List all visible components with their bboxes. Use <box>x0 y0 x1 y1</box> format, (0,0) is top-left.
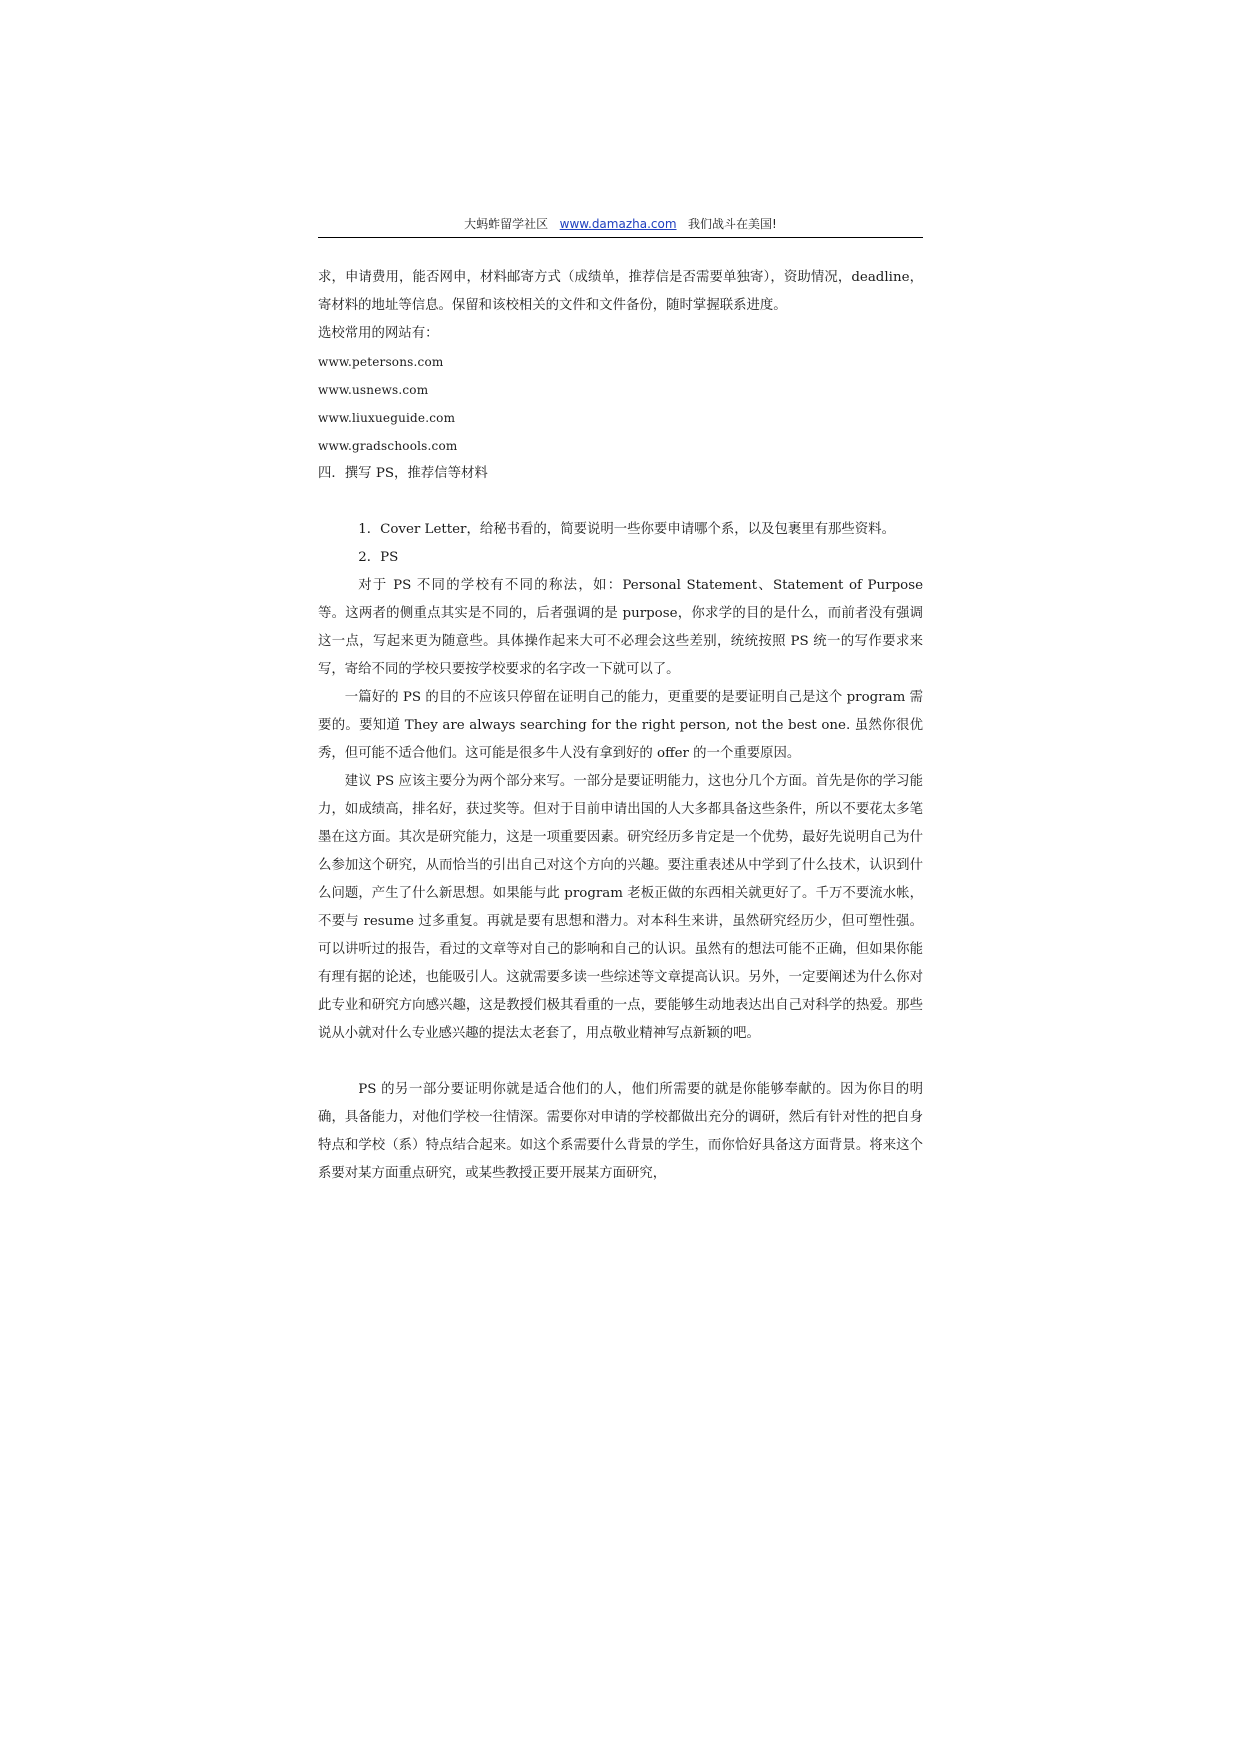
list-item-cover-letter: 1．Cover Letter，给秘书看的，简要说明一些你要申请哪个系，以及包裹里有那些资料。 <box>358 522 895 537</box>
paragraph-ps-structure: 建议 PS 应该主要分为两个部分来写。一部分是要证明能力，这也分几个方面。首先是你的学习能力，如成绩高，排名好，获过奖等。但对于目前申请出国的人大多都具备这些条件，所以不要花太多笔墨在这方面。其次是研究能力，这是一项重要因素。研究经历多肯定是一个优势，最好先说明自己为什么参加这个研究，从而恰当的引出自己对这个方向的兴趣。要注重表述从中学到了什么技术，认识到什么问题，产生了什么新思想。如果能与此 program 老板正做的东西相关就更好了。千万不要流水帐，不要与 resume 过多重复。再就是要有思想和潜力。对本科生来讲，虽然研究经历少，但可塑性强。可以讲听过的报告，看过的文章等对自己的影响和自己的认识。虽然有的想法可能不正确，但如果你能有理有据的论述，也能吸引人。这就需要多读一些综述等文章提高认识。另外，一定要阐述为什么你对此专业和研究方向感兴趣，这是教授们极其看重的一点，要能够生动地表达出自己对科学的热爱。那些说从小就对什么专业感兴趣的提法太老套了，用点敬业精神写点新颖的吧。 <box>318 774 923 1041</box>
sites-label: 选校常用的网站有： <box>318 326 439 341</box>
intro-paragraph: 求，申请费用，能否网申，材料邮寄方式（成绩单，推荐信是否需要单独寄），资助情况，deadline，寄材料的地址等信息。保留和该校相关的文件和文件备份，随时掌握联系进度。 <box>318 270 923 313</box>
header-slogan: 我们战斗在美国! <box>688 217 777 231</box>
paragraph-ps-names: 对于 PS 不同的学校有不同的称法，如：Personal Statement、Statement of Purpose 等。这两者的侧重点其实是不同的，后者强调的是 purpose，你求学的目的是什么，而前者没有强调这一点，写起来更为随意些。具体操作起来大可不必理会这些差别，统统按照 PS 统一的写作要求来写，寄给不同的学校只要按学校要求的名字改一下就可以了。 <box>318 578 923 677</box>
paragraph-ps-purpose: 一篇好的 PS 的目的不应该只停留在证明自己的能力，更重要的是要证明自己是这个 program 需要的。要知道 They are always searching for the right person, not the best one. 虽然你很优秀，但可能不适合他们。这可能是很多牛人没有拿到好的 offer 的一个重要原因。 <box>318 690 923 761</box>
site-link: www.gradschools.com <box>318 439 458 453</box>
blank-line <box>318 488 923 516</box>
site-link: www.petersons.com <box>318 355 444 369</box>
site-link: www.usnews.com <box>318 383 429 397</box>
blank-line <box>318 1048 923 1076</box>
page-header <box>318 216 923 232</box>
list-item-ps: 2．PS <box>358 550 399 565</box>
header-divider <box>318 237 923 238</box>
header-site-link[interactable]: www.damazha.com <box>559 217 677 231</box>
header-site-name: 大蚂蚱留学社区 <box>464 217 549 231</box>
document-body <box>318 264 923 1188</box>
paragraph-ps-fit: PS 的另一部分要证明你就是适合他们的人，他们所需要的就是你能够奉献的。因为你目的明确，具备能力，对他们学校一往情深。需要你对申请的学校都做出充分的调研，然后有针对性的把自身特点和学校（系）特点结合起来。如这个系需要什么背景的学生，而你恰好具备这方面背景。将来这个系要对某方面重点研究，或某些教授正要开展某方面研究， <box>318 1082 923 1181</box>
section-heading: 四．撰写 PS，推荐信等材料 <box>318 466 488 481</box>
site-link: www.liuxueguide.com <box>318 411 456 425</box>
